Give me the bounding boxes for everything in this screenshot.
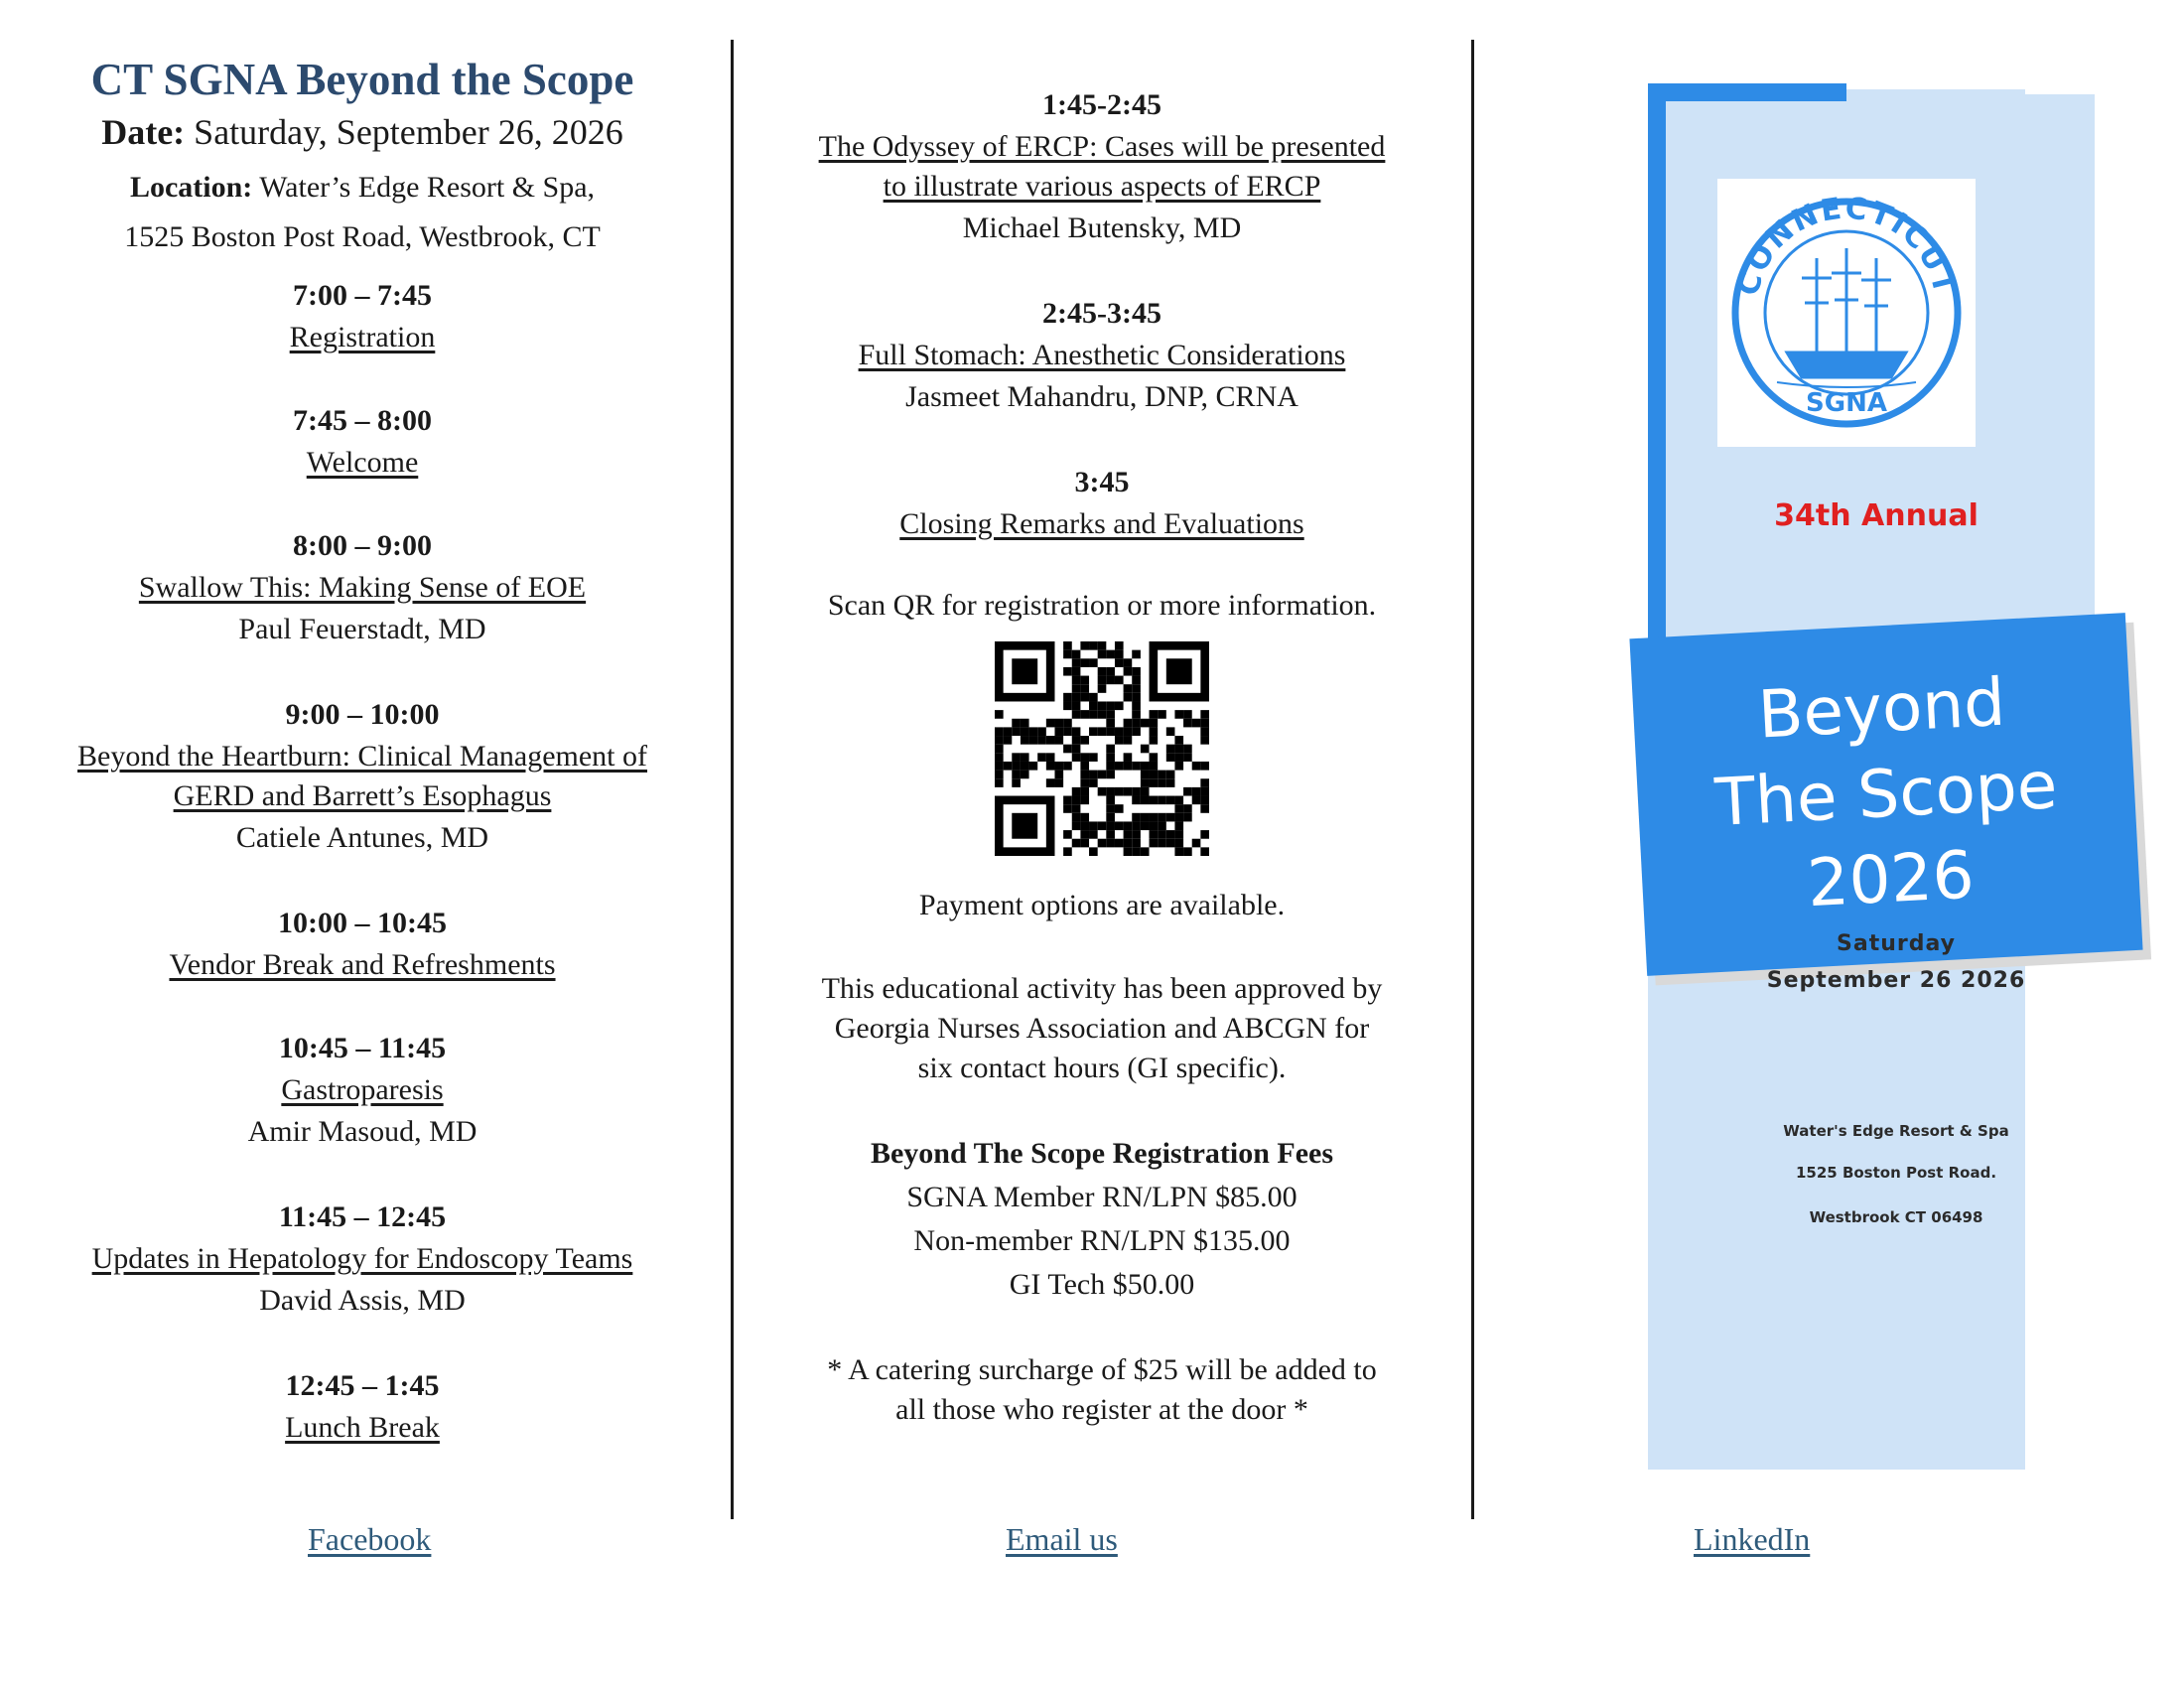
column-divider bbox=[1471, 40, 1474, 1519]
session-topic: The Odyssey of ERCP: Cases will be presented bbox=[818, 130, 1386, 163]
fees-list bbox=[754, 1176, 1449, 1307]
fee-item: GI Tech $50.00 bbox=[1009, 1268, 1195, 1301]
schedule-session bbox=[20, 1027, 705, 1154]
session-time: 11:45 – 12:45 bbox=[278, 1200, 447, 1233]
payment-text: Payment options are available. bbox=[918, 889, 1286, 921]
surcharge-text bbox=[754, 1350, 1449, 1430]
schedule-session bbox=[20, 399, 705, 483]
cover-address-1: Water's Edge Resort & Spa bbox=[1783, 1122, 2009, 1140]
qr-code-icon bbox=[995, 641, 1209, 856]
session-topic: to illustrate various aspects of ERCP bbox=[883, 170, 1321, 203]
session-topic: Full Stomach: Anesthetic Considerations bbox=[858, 339, 1346, 371]
approval-line: six contact hours (GI specific). bbox=[917, 1052, 1287, 1084]
annual-label: 34th Annual bbox=[1774, 498, 1979, 533]
session-topic: Welcome bbox=[306, 446, 419, 479]
fees-title: Beyond The Scope Registration Fees bbox=[870, 1137, 1334, 1170]
session-time: 10:45 – 11:45 bbox=[278, 1032, 447, 1064]
blue-stripe-left bbox=[1648, 83, 1666, 639]
schedule-session bbox=[20, 1196, 705, 1323]
event-address: 1525 Boston Post Road, Westbrook, CT bbox=[124, 220, 601, 253]
schedule-session bbox=[754, 461, 1449, 544]
session-topic: Vendor Break and Refreshments bbox=[169, 948, 556, 981]
session-time: 2:45-3:45 bbox=[1042, 297, 1161, 330]
column-divider bbox=[731, 40, 734, 1519]
surcharge-line: * A catering surcharge of $25 will be added to bbox=[827, 1353, 1377, 1386]
scan-qr-text: Scan QR for registration or more information. bbox=[827, 589, 1377, 622]
session-time: 8:00 – 9:00 bbox=[293, 529, 432, 562]
schedule-session bbox=[20, 524, 705, 651]
schedule-session bbox=[754, 292, 1449, 419]
approval-text bbox=[754, 969, 1449, 1088]
session-time: 9:00 – 10:00 bbox=[285, 698, 440, 731]
session-speaker: Amir Masoud, MD bbox=[247, 1115, 478, 1148]
connecticut-sgna-logo bbox=[1717, 179, 1976, 447]
cover-address-2: 1525 Boston Post Road. bbox=[1795, 1164, 1997, 1182]
session-speaker: David Assis, MD bbox=[259, 1284, 466, 1317]
session-time: 7:00 – 7:45 bbox=[293, 279, 432, 312]
session-topic: Registration bbox=[289, 321, 436, 353]
session-time: 1:45-2:45 bbox=[1042, 88, 1161, 121]
left-column bbox=[20, 40, 705, 1448]
session-time: 12:45 – 1:45 bbox=[285, 1369, 440, 1402]
brochure-cover bbox=[1549, 40, 2164, 1489]
schedule-session bbox=[20, 1364, 705, 1448]
session-topic: Gastroparesis bbox=[281, 1073, 444, 1106]
cover-day: Saturday bbox=[1837, 931, 1956, 956]
middle-column bbox=[754, 40, 1449, 1430]
schedule-session bbox=[20, 693, 705, 860]
session-topic: Lunch Break bbox=[285, 1411, 440, 1444]
session-topic: Beyond the Heartburn: Clinical Management of bbox=[77, 740, 647, 773]
session-speaker: Paul Feuerstadt, MD bbox=[238, 613, 486, 645]
facebook-link[interactable]: Facebook bbox=[308, 1521, 432, 1557]
session-topic: Updates in Hepatology for Endoscopy Teams bbox=[91, 1242, 633, 1275]
event-date: Date: Saturday, September 26, 2026 bbox=[101, 112, 623, 152]
surcharge-line: all those who register at the door * bbox=[895, 1393, 1308, 1426]
session-speaker: Jasmeet Mahandru, DNP, CRNA bbox=[905, 380, 1298, 413]
page-title: CT SGNA Beyond the Scope bbox=[90, 55, 634, 104]
session-topic: GERD and Barrett’s Esophagus bbox=[173, 779, 552, 812]
svg-text:SGNA: SGNA bbox=[1806, 388, 1887, 418]
approval-line: Georgia Nurses Association and ABCGN for bbox=[834, 1012, 1370, 1045]
schedule-morning bbox=[20, 274, 705, 1448]
linkedin-link[interactable]: LinkedIn bbox=[1694, 1521, 1811, 1557]
brand-title: Beyond The Scope 2026 bbox=[1712, 663, 2060, 922]
schedule-afternoon bbox=[754, 83, 1449, 544]
cover-address-3: Westbrook CT 06498 bbox=[1809, 1208, 1983, 1226]
session-time: 10:00 – 10:45 bbox=[278, 907, 447, 939]
blue-stripe-top bbox=[1648, 83, 1846, 101]
email-link[interactable]: Email us bbox=[1006, 1521, 1118, 1557]
session-speaker: Michael Butensky, MD bbox=[962, 211, 1242, 244]
event-location: Location: Water’s Edge Resort & Spa, bbox=[129, 171, 596, 204]
session-speaker: Catiele Antunes, MD bbox=[235, 821, 489, 854]
fee-item: SGNA Member RN/LPN $85.00 bbox=[906, 1181, 1297, 1213]
session-time: 7:45 – 8:00 bbox=[293, 404, 432, 437]
svg-text:CONNECTICUT: CONNECTICUT bbox=[1730, 191, 1963, 300]
fee-item: Non-member RN/LPN $135.00 bbox=[913, 1224, 1291, 1257]
session-topic: Swallow This: Making Sense of EOE bbox=[138, 571, 587, 604]
session-time: 3:45 bbox=[1074, 466, 1130, 498]
schedule-session bbox=[20, 274, 705, 357]
schedule-session bbox=[754, 83, 1449, 250]
cover-date: September 26 2026 bbox=[1766, 968, 2026, 993]
approval-line: This educational activity has been approved by bbox=[821, 972, 1383, 1005]
schedule-session bbox=[20, 902, 705, 985]
session-topic: Closing Remarks and Evaluations bbox=[899, 507, 1304, 540]
registration-qr-code[interactable] bbox=[995, 641, 1209, 856]
